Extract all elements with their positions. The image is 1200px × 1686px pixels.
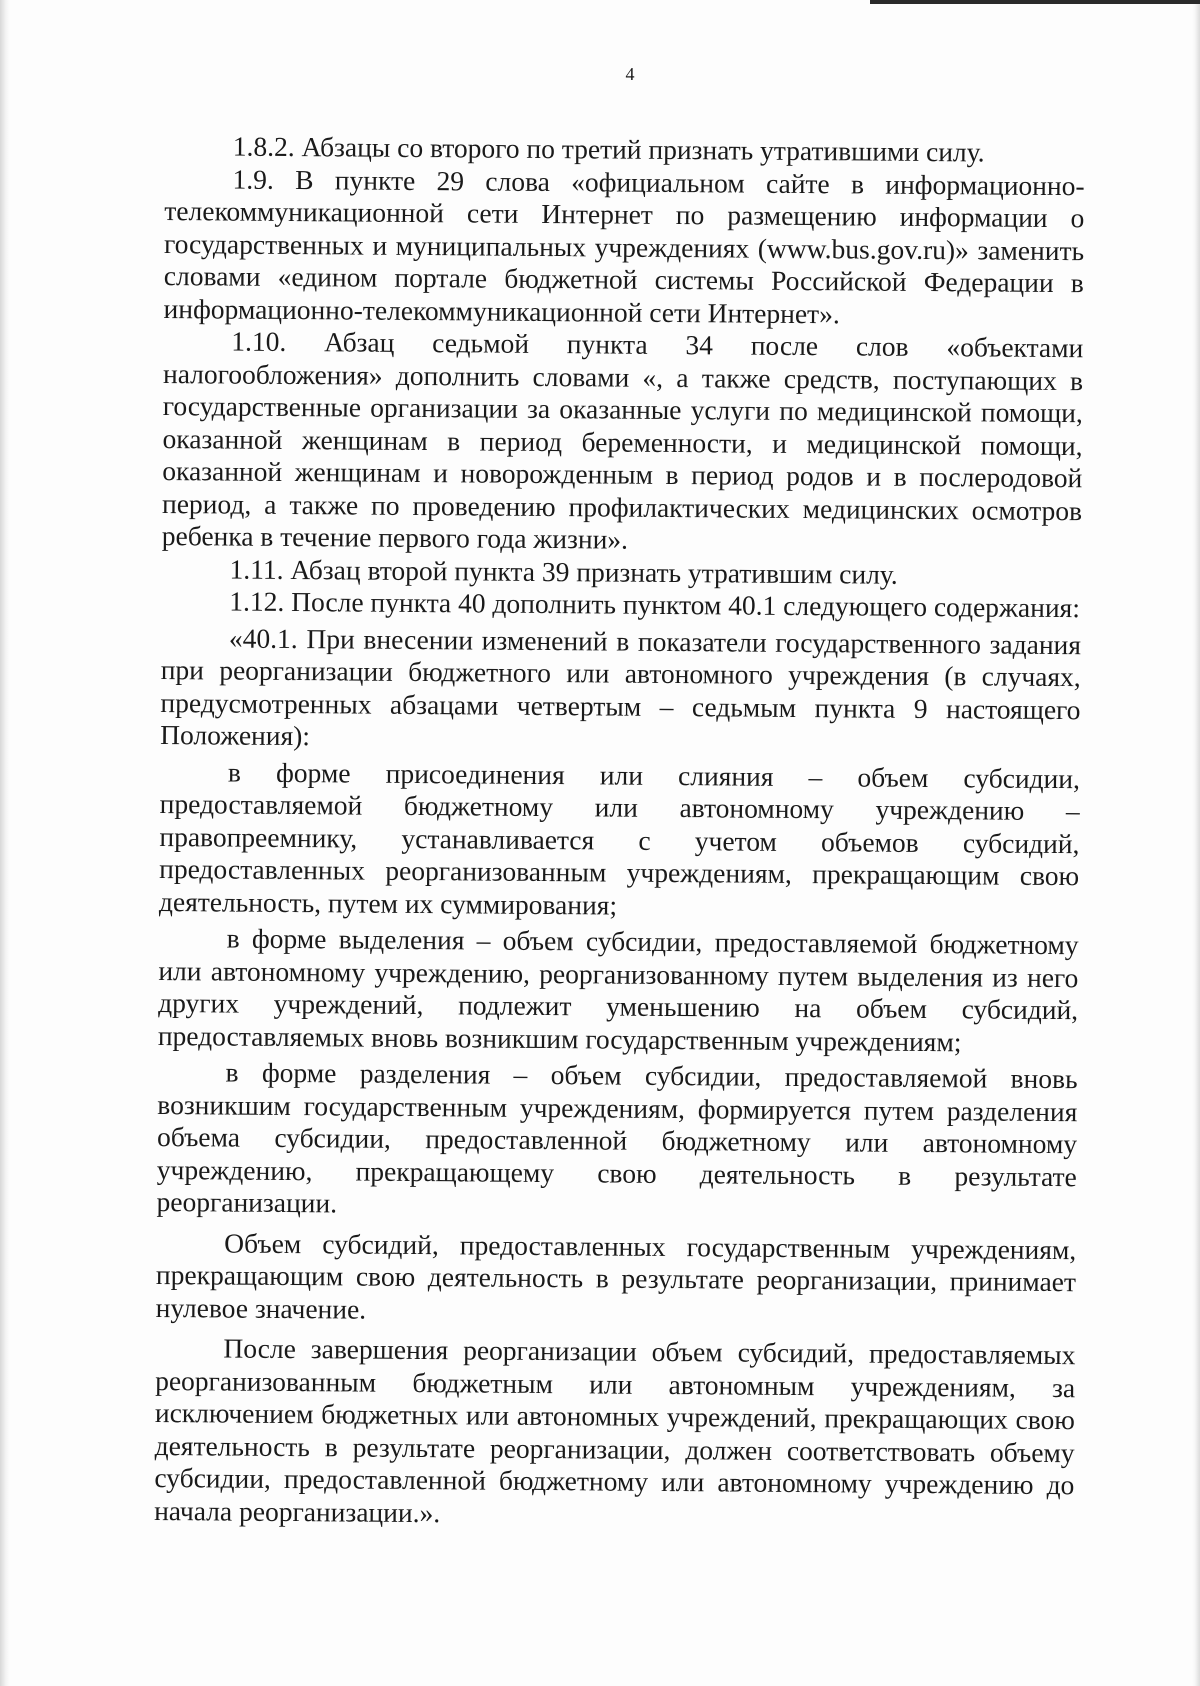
- paragraph-40-1: «40.1. При внесении изменений в показатели государственного задания при реорганизации бюджетного или автономного учреждения (в случаях, предусмотренных абзацами четвертым – седьмым пункта 9 настоящего Положения):: [160, 622, 1082, 752]
- scan-edge-right: [1192, 0, 1200, 1686]
- paragraph-zero-value: Объем субсидий, предоставленных государственным учреждениям, прекращающим свою деятельность в результате реорганизации, принимает нулевое значение.: [155, 1227, 1077, 1325]
- paragraph-division-form: в форме разделения – объем субсидии, предоставляемой вновь возникшим государственным учреждениям, формируется путем разделения объема субсидии, предоставленной бюджетному или автономному учреждению, прекращающему свою деятельность в результате реорганизации.: [156, 1056, 1078, 1219]
- scan-top-line: [870, 0, 1200, 4]
- paragraph-1-12: 1.12. После пункта 40 дополнить пунктом 40.1 следующего содержания:: [229, 585, 1081, 624]
- page-number: 4: [625, 64, 635, 84]
- document-body: [154, 130, 1085, 1534]
- paragraph-1-10: 1.10. Абзац седьмой пункта 34 после слов «объектами налогообложения» дополнить словами «, а также средств, поступающих в государственные организации за оказанные услуги по медицинской помощи, оказанной женщинам в период беременности, и медицинской помощи, оказанной женщинам и новорожденным в период родов и в послеродовой период, а также по проведению профилактических медицинских осмотров ребенка в течение первого года жизни».: [161, 325, 1084, 555]
- paragraph-separation-form: в форме выделения – объем субсидии, предоставляемой бюджетному или автономному учреждению, реорганизованному путем выделения из него других учреждений, подлежит уменьшению на объем субсидий, предоставляемых вновь возникшим государственным учреждениям;: [157, 922, 1079, 1057]
- paragraph-after-reorganization: После завершения реорганизации объем субсидий, предоставляемых реорганизованным бюджетным или автономным учреждениям, за исключением бюджетных или автономных учреждений, прекращающих свою деятельность в результате реорганизации, должен соответствовать объему субсидии, предоставленной бюджетному или автономному учреждению до начала реорганизации.».: [154, 1332, 1076, 1528]
- scan-edge-left: [0, 0, 10, 1686]
- paragraph-1-9: 1.9. В пункте 29 слова «официальном сайте в информационно-телекоммуникационной сети Интернет по размещению информации о государственных и муниципальных учреждениях (www.bus.gov.ru)» заменить словами «едином портале бюджетной системы Российской Федерации в информационно-телекоммуникационной сети Интернет».: [163, 163, 1085, 329]
- paragraph-1-11: 1.11. Абзац второй пункта 39 признать утратившим силу.: [229, 553, 898, 590]
- paragraph-1-8-2: 1.8.2. Абзацы со второго по третий признать утратившими силу.: [232, 130, 985, 168]
- paragraph-merger-form: в форме присоединения или слияния – объем субсидии, предоставляемой бюджетному или автономному учреждению – правопреемнику, устанавливается с учетом объемов субсидий, предоставленных реорганизованным учреждениям, прекращающим свою деятельность, путем их суммирования;: [158, 756, 1081, 921]
